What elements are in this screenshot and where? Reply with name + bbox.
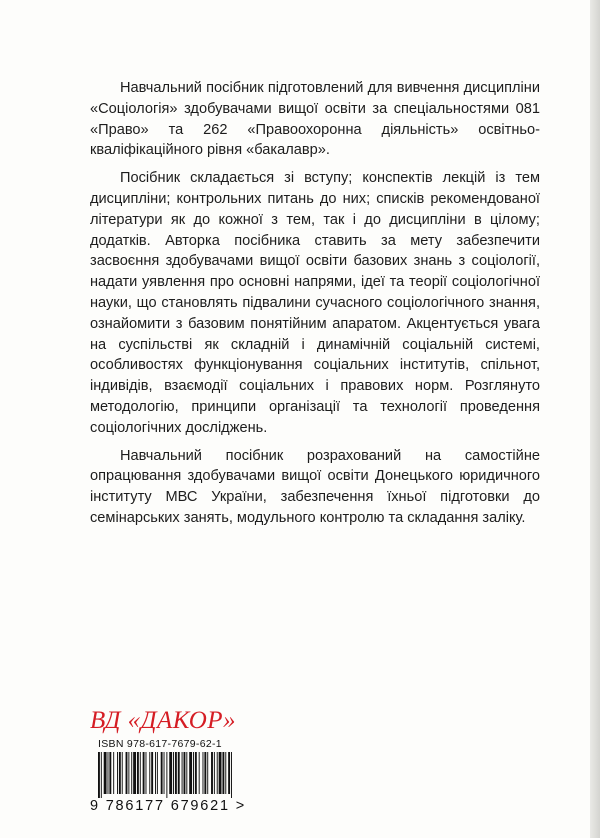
barcode-bar (189, 752, 192, 794)
barcode-bar (113, 752, 114, 794)
barcode-bar (225, 752, 226, 794)
paragraph-3: Навчальний посібник розрахований на самостійне опрацювання здобувачами вищої освіти Донецького юридичного інституту МВС України, забезпечення їхньої підготовки до семінарських занять, модульного контролю та складання заліку. (90, 447, 540, 526)
barcode-bar (211, 752, 213, 794)
paragraph-1: Навчальний посібник підготовлений для вивчення дисципліни «Соціологія» здобувачами вищої освіти за спеціальностями 081 «Право» та 262 «Правоохоронна діяльність» освітньо-кваліфікаційного рівня «бакалавр». (90, 80, 540, 159)
barcode-bar (166, 752, 167, 798)
barcode-bar (104, 752, 107, 794)
barcode-bar (98, 752, 100, 798)
barcode-bar (184, 752, 186, 794)
barcode-bar (203, 752, 204, 794)
barcode-bar (228, 752, 230, 794)
barcode-bar (143, 752, 145, 794)
barcode-bar (178, 752, 180, 794)
barcode-bar (137, 752, 139, 794)
barcode-bar (126, 752, 128, 794)
barcode-bar (217, 752, 218, 794)
barcode-bar (219, 752, 222, 794)
barcode-bar (182, 752, 183, 794)
barcode-bar (193, 752, 194, 794)
isbn-label: ISBN 978-617-7679-62-1 (98, 738, 222, 750)
barcode-bar (161, 752, 163, 794)
barcode-bar (149, 752, 150, 794)
isbn-block (90, 738, 250, 822)
barcode-bar (222, 752, 224, 794)
barcode-bar (119, 752, 121, 794)
barcode-bar (128, 752, 129, 794)
annotation-text (90, 78, 540, 536)
barcode-bar (146, 752, 147, 794)
barcode-bar (204, 752, 206, 794)
barcode-bar (169, 752, 172, 794)
barcode-digits: 9 786177 679621 > (90, 798, 246, 814)
barcode-icon (98, 752, 238, 798)
publisher-logo: ВД «ДАКОР» (90, 707, 237, 734)
barcode-bar (133, 752, 136, 794)
barcode-bar (186, 752, 187, 794)
barcode-bar (101, 752, 102, 798)
barcode-bar (157, 752, 158, 794)
barcode-bar (151, 752, 153, 794)
barcode-bar (155, 752, 156, 794)
barcode-bar (214, 752, 215, 794)
barcode-bar (175, 752, 177, 794)
barcode-bar (122, 752, 123, 794)
barcode-bar (195, 752, 197, 794)
barcode-bar (199, 752, 200, 794)
page-edge (590, 0, 600, 838)
barcode-bar (131, 752, 132, 794)
barcode-bar (109, 752, 111, 794)
barcode-bar (108, 752, 109, 794)
barcode-bar (231, 752, 232, 798)
barcode-bar (140, 752, 141, 794)
paragraph-2: Посібник складається зі вступу; конспектів лекцій із тем дисципліни; контрольних питань до них; списків рекомендованої літератури як до кожної з тем, так і до дисципліни в цілому; додатків. Авторка посібника ставить за мету забезпечити засвоєння здобувачами вищої освіти базових знань з соціології, надати уявлення про основні напрями, ідеї та теорії соціологічної науки, що становлять підвалини сучасного соціологічного знання, ознайомити з базовим понятійним апаратом. Акцентується увага на суспільстві як складній і динамічній соціальній системі, особливостях функціонування соціальних інститутів, спільнот, індивідів, взаємодії соціальних і правових норм. Розглянуто методологію, принципи організації та технології проведення соціологічних досліджень. (90, 170, 540, 436)
barcode-bar (117, 752, 118, 794)
barcode-bar (207, 752, 208, 794)
barcode-bar (173, 752, 174, 794)
barcode-bar (164, 752, 165, 794)
